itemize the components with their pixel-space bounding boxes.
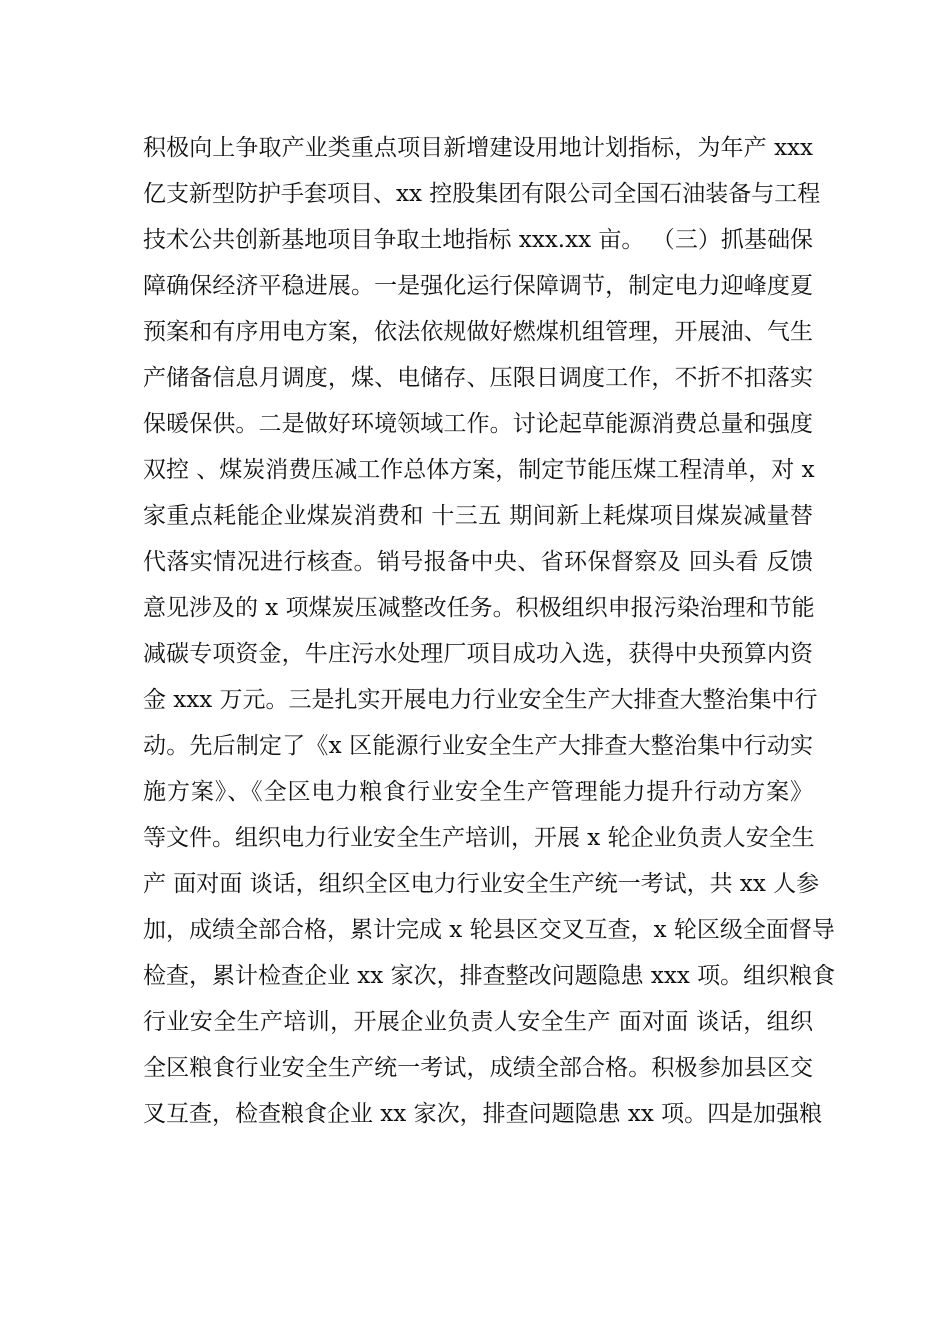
text-line: 金 xxx 万元。三是扎实开展电力行业安全生产大排查大整治集中行 (143, 687, 818, 713)
text-line: 积极向上争取产业类重点项目新增建设用地计划指标，为年产 xxx (143, 135, 813, 161)
text-line: 动。先后制定了《x 区能源行业安全生产大排查大整治集中行动实 (143, 733, 813, 759)
text-line: 产储备信息月调度，煤、电储存、压限日调度工作，不折不扣落实 (143, 365, 813, 391)
text-line: 全区粮食行业安全生产统一考试，成绩全部合格。积极参加县区交 (143, 1055, 813, 1081)
text-line: 等文件。组织电力行业安全生产培训，开展 x 轮企业负责人安全生 (143, 825, 815, 851)
text-line: 加，成绩全部合格，累计完成 x 轮县区交叉互查，x 轮区级全面督导 (143, 917, 835, 943)
text-line: 减碳专项资金，牛庄污水处理厂项目成功入选，获得中央预算内资 (143, 641, 813, 667)
text-line: 叉互查，检查粮食企业 xx 家次，排查问题隐患 xx 项。四是加强粮 (143, 1101, 823, 1127)
text-line: 家重点耗能企业煤炭消费和 十三五 期间新上耗煤项目煤炭减量替 (143, 503, 813, 529)
text-line: 检查，累计检查企业 xx 家次，排查整改问题隐患 xxx 项。组织粮食 (143, 963, 836, 989)
text-line: 技术公共创新基地项目争取土地指标 xxx.xx 亩。 （三）抓基础保 (143, 227, 813, 253)
text-line: 障确保经济平稳进展。一是强化运行保障调节，制定电力迎峰度夏 (143, 273, 813, 299)
text-line: 代落实情况进行核查。销号报备中央、省环保督察及 回头看 反馈 (143, 549, 813, 575)
text-line: 意见涉及的 x 项煤炭压减整改任务。积极组织申报污染治理和节能 (143, 595, 815, 621)
body-text (143, 133, 836, 1145)
text-line: 产 面对面 谈话，组织全区电力行业安全生产统一考试，共 xx 人参 (143, 871, 820, 897)
text-line: 行业安全生产培训，开展企业负责人安全生产 面对面 谈话，组织 (143, 1009, 813, 1035)
text-line: 亿支新型防护手套项目、xx 控股集团有限公司全国石油装备与工程 (143, 181, 821, 207)
text-line: 预案和有序用电方案，依法依规做好燃煤机组管理，开展油、气生 (143, 319, 813, 345)
text-line: 施方案》、《全区电力粮食行业安全生产管理能力提升行动方案》 (143, 779, 813, 805)
text-line: 保暖保供。二是做好环境领域工作。讨论起草能源消费总量和强度 (143, 411, 813, 437)
text-line: 双控 、煤炭消费压减工作总体方案，制定节能压煤工程清单，对 x (143, 457, 815, 483)
